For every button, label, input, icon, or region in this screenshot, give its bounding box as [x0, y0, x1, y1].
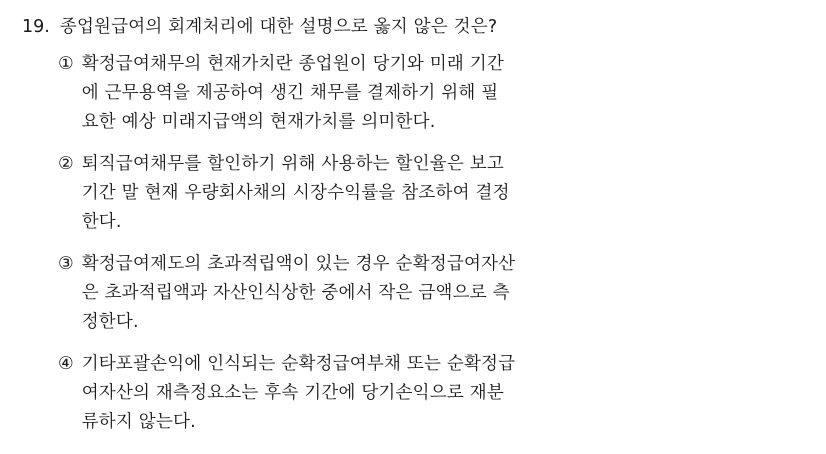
choice-text-3 [82, 250, 516, 337]
choice-marker-3: ③ [58, 254, 74, 274]
choice-line: 확정급여채무의 현재가치란 종업원이 당기와 미래 기간 [81, 54, 504, 74]
choice-text-4 [82, 350, 516, 437]
choice-line: 에 근무용역을 제공하여 생긴 채무를 결제하기 위해 필 [81, 83, 499, 103]
choice-line: 정한다. [81, 312, 139, 332]
choice-line: 확정급여제도의 초과적립액이 있는 경우 순확정급여자산 [81, 254, 516, 274]
choice-line: 여자산의 재측정요소는 후속 기간에 당기손익으로 재분 [81, 383, 504, 403]
choice-text-2 [82, 150, 510, 237]
choice-marker-4: ④ [58, 354, 74, 374]
choice-marker-1: ① [58, 54, 74, 74]
choice-marker-2: ② [58, 154, 74, 174]
question-block [0, 12, 826, 42]
exam-question-page [0, 12, 826, 454]
choice-line: 한다. [81, 212, 122, 232]
choice-line: 기타포괄손익에 인식되는 순확정급여부채 또는 순확정급 [81, 354, 516, 374]
choice-line: 기간 말 현재 우량회사채의 시장수익률을 참조하여 결정 [81, 183, 510, 203]
choice-item[interactable] [58, 150, 826, 237]
choice-item[interactable] [58, 350, 826, 437]
choice-item[interactable] [58, 250, 826, 337]
question-number: 19. [22, 17, 50, 37]
choice-line: 요한 예상 미래지급액의 현재가치를 의미한다. [81, 112, 436, 132]
choice-text-1 [82, 50, 504, 137]
choice-line: 류하지 않는다. [81, 412, 196, 432]
choice-list [0, 50, 826, 437]
question-text: 종업원급여의 회계처리에 대한 설명으로 옳지 않은 것은? [59, 17, 498, 37]
choice-line: 은 초과적립액과 자산인식상한 중에서 작은 금액으로 측 [81, 283, 510, 303]
choice-item[interactable] [58, 50, 826, 137]
choice-line: 퇴직급여채무를 할인하기 위해 사용하는 할인율은 보고 [81, 154, 504, 174]
